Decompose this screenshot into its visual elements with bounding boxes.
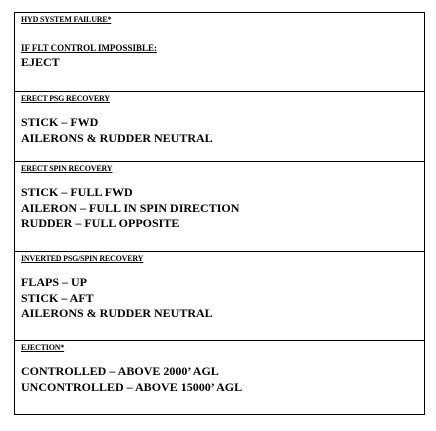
action-line: RUDDER – FULL OPPOSITE [21,216,180,230]
section-title: ERECT PSG RECOVERY [21,94,110,103]
section-erect-spin-recovery [15,162,424,252]
section-body [21,41,424,71]
emergency-checklist [14,12,425,415]
action-line: STICK – AFT [21,290,94,305]
section-erect-psg-recovery [15,92,424,162]
action-line: STICK – FULL FWD [21,185,133,199]
action-line: STICK – FWD [21,115,99,129]
section-body [21,185,424,232]
section-title: HYD SYSTEM FAILURE* [21,15,112,24]
condition-line: IF FLT CONTROL IMPOSSIBLE: [21,43,157,53]
action-line: FLAPS – UP [21,275,87,289]
section-ejection [15,341,424,414]
section-hyd-system-failure [15,13,424,92]
section-title: INVERTED PSG/SPIN RECOVERY [21,254,144,263]
section-inverted-psg-spin-recovery [15,252,424,341]
action-line: CONTROLLED – ABOVE 2000’ AGL [21,364,219,378]
action-line: AILERONS & RUDDER NEUTRAL [21,306,213,320]
section-body [21,364,424,395]
section-body [21,115,424,146]
action-line: AILERON – FULL IN SPIN DIRECTION [21,200,240,215]
action-line: EJECT [21,55,60,69]
action-line: AILERONS & RUDDER NEUTRAL [21,130,213,145]
section-title: ERECT SPIN RECOVERY [21,164,113,173]
section-title: EJECTION* [21,343,65,352]
section-body [21,275,424,322]
action-line: UNCONTROLLED – ABOVE 15000’ AGL [21,379,243,394]
